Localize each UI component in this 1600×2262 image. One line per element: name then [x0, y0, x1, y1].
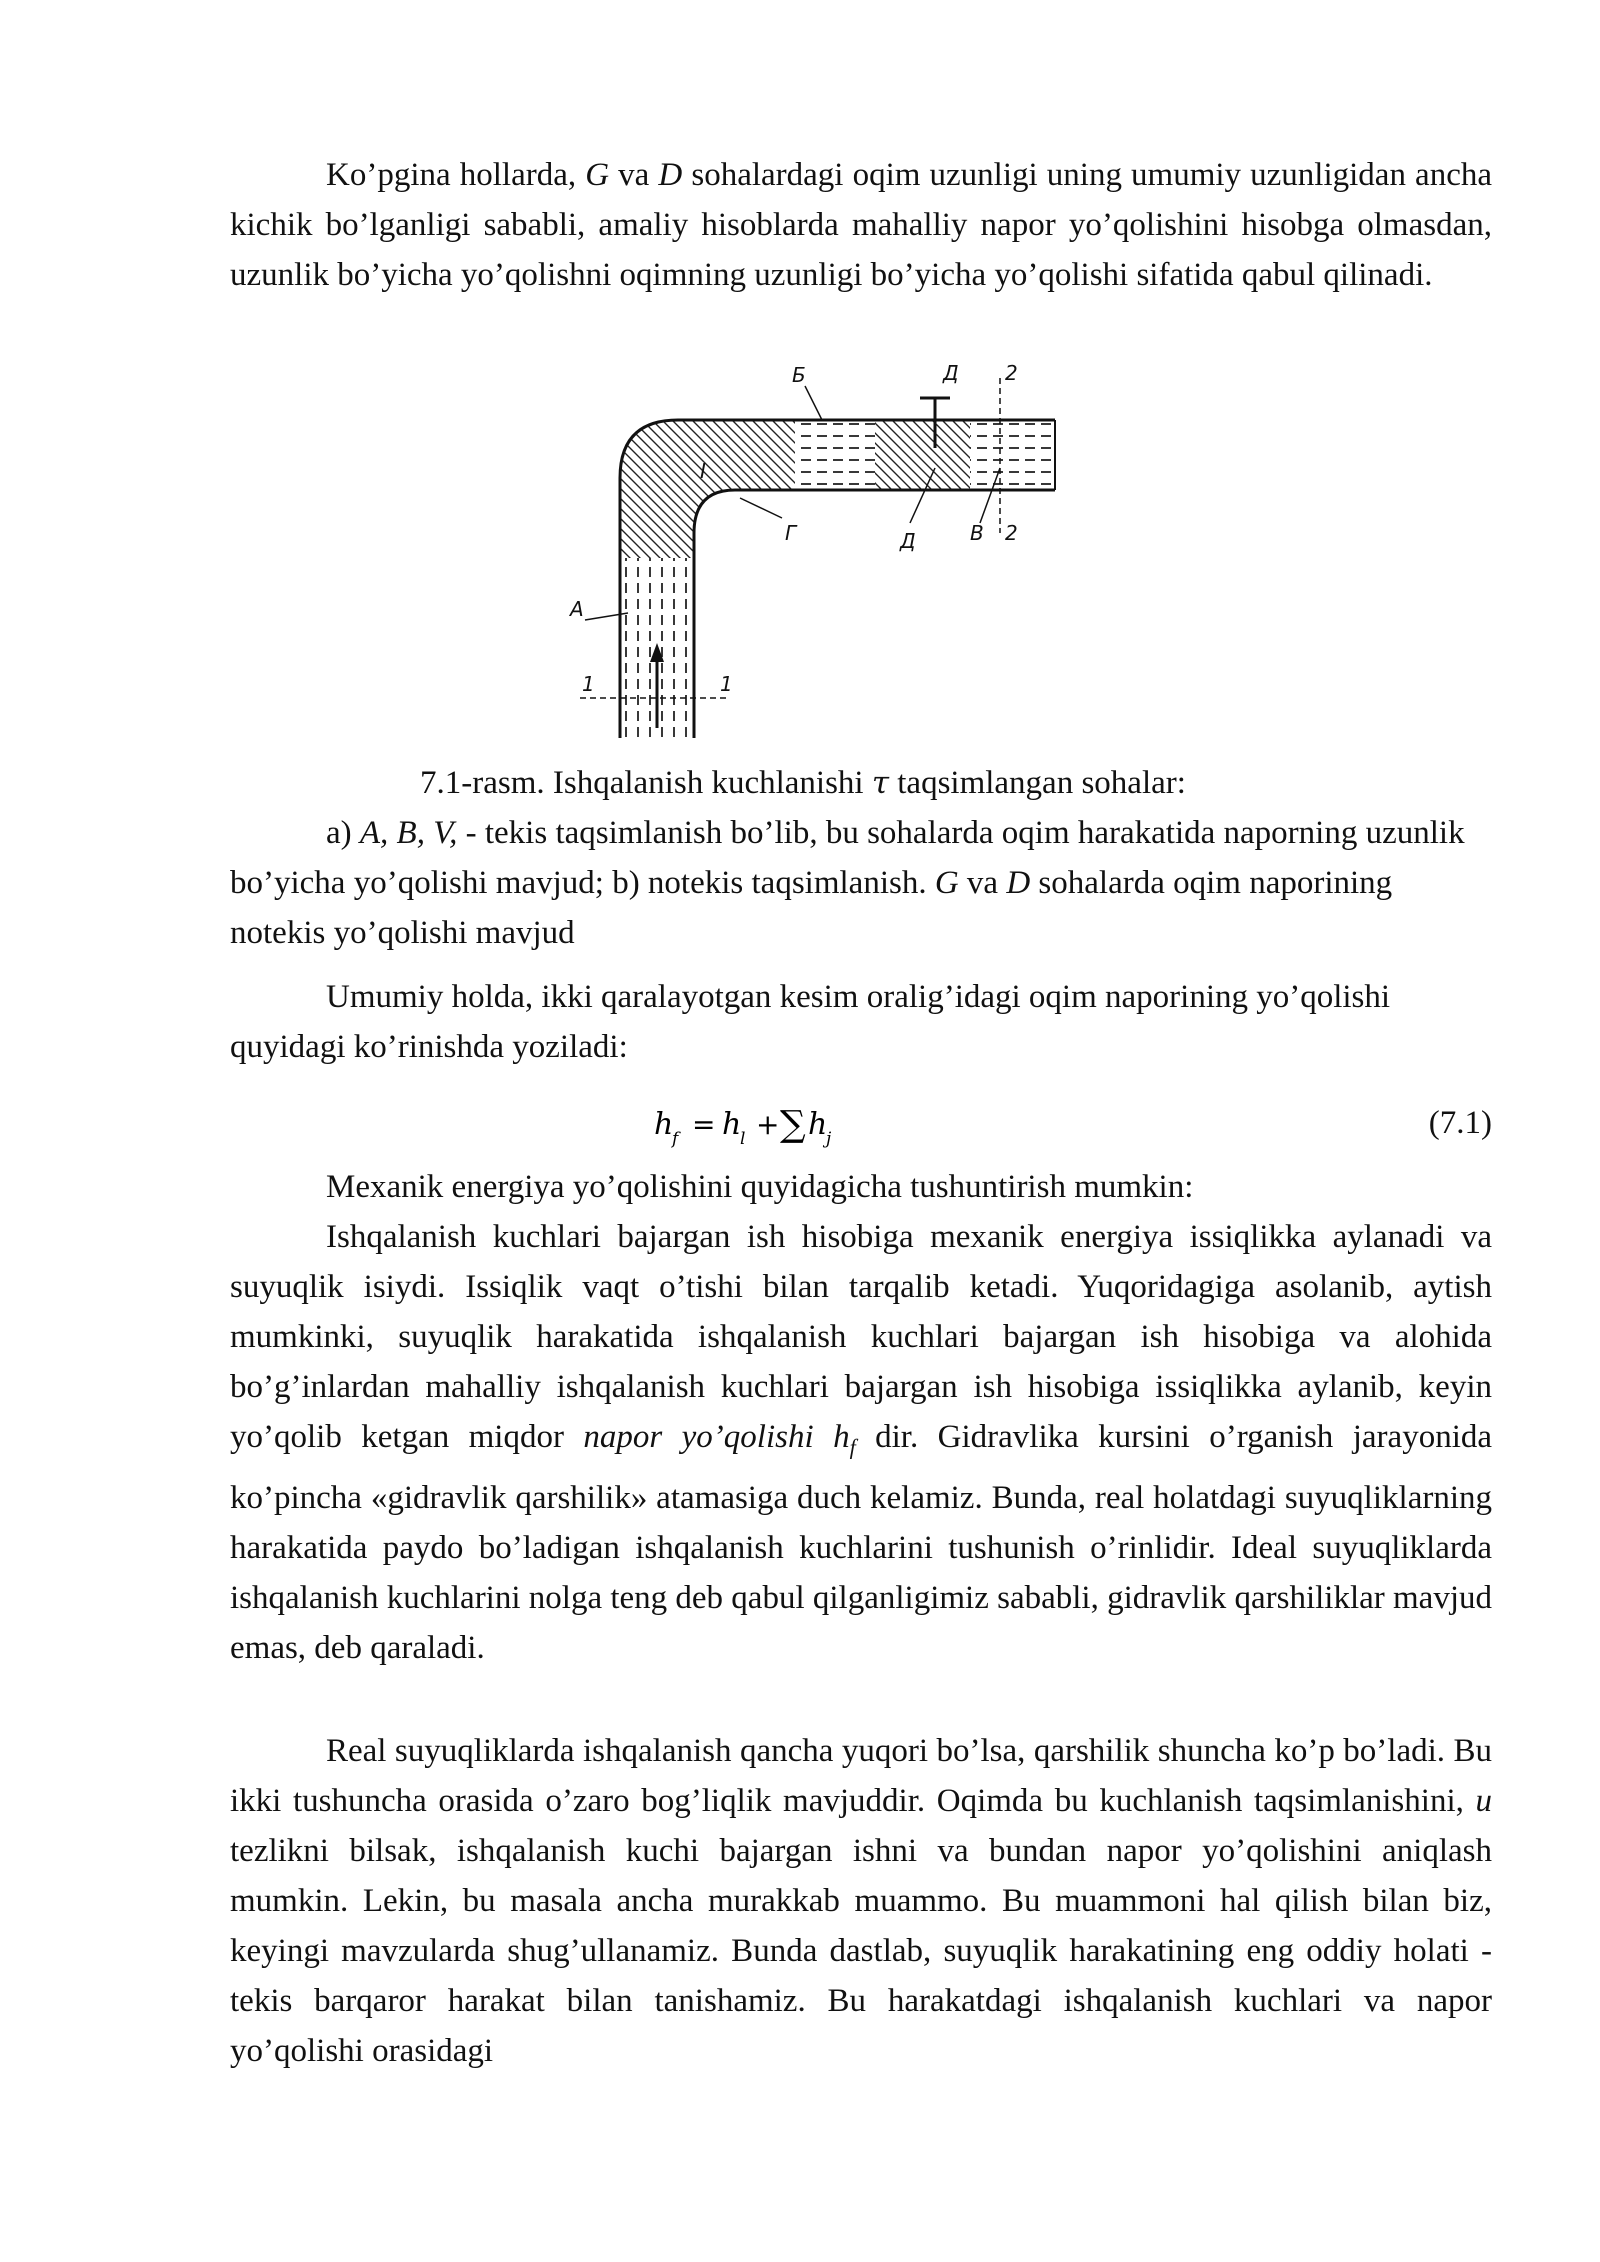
label-d: Д: [900, 529, 916, 553]
formula-sub-l: l: [740, 1129, 746, 1148]
formula-equals: =: [692, 1108, 716, 1141]
pipe-bend-figure: [560, 358, 1120, 748]
region-b: [795, 420, 875, 490]
paragraph-2-text: Umumiy holda, ikki qaralayotgan kesim oralig’idagi oqim naporining yo’qolishi quyidagi ko’rinishda yoziladi:: [230, 979, 1391, 1065]
region-v: [970, 420, 1055, 490]
caption-va: va: [958, 865, 1007, 901]
formula-h-j: h: [808, 1107, 828, 1142]
caption-title-rest: taqsimlangan sohalar:: [889, 765, 1186, 801]
para1-text-b: va: [609, 157, 659, 193]
region-d: [875, 420, 970, 490]
label-2-bottom: 2: [1005, 521, 1018, 545]
symbol-d: D: [658, 157, 683, 193]
formula-sub-j: j: [826, 1129, 832, 1148]
formula-h-l: h: [722, 1107, 742, 1142]
paragraph-1-text: [230, 150, 1492, 300]
paragraph-3: [230, 1162, 1492, 1212]
label-b: Б: [792, 363, 806, 387]
caption-regions: A, B, V,: [359, 815, 458, 851]
formula-sigma: ∑: [780, 1104, 806, 1145]
paragraph-5: [230, 1726, 1492, 2076]
label-roman-1: I: [700, 459, 706, 483]
caption-prefix: a): [326, 815, 360, 851]
label-g: Г: [785, 521, 797, 545]
caption-symbol-g: G: [934, 865, 959, 901]
caption-title-text: 7.1-rasm. Ishqalanish kuchlanishi: [420, 765, 872, 801]
caption-body-text: [230, 808, 1492, 958]
formula-expression: [650, 1098, 950, 1148]
equation-number: (7.1): [1428, 1105, 1492, 1141]
figure-caption-title: [420, 758, 1186, 808]
paragraph-5-text: [230, 1726, 1492, 2076]
para1-text-c: sohalardagi oqim uzunligi uning umumiy uzunligidan ancha kichik bo’lganligi sababli, amaliy hisoblarda mahalliy napor yo’qolishini hisobga olmasdan, uzunlik bo’yicha yo’qolishni oqimning uzunligi bo’yicha yo’qolishi sifatida qabul qilinadi.: [230, 157, 1492, 293]
formula-plus: +: [756, 1108, 780, 1141]
caption-end: sohalarda oqim naporining notekis yo’qolishi mavjud: [230, 865, 1393, 951]
label-a: А: [570, 597, 584, 621]
label-2-top: 2: [1005, 361, 1018, 385]
paragraph-2: [230, 972, 1492, 1072]
para4-subscript: f: [849, 1434, 856, 1460]
para1-text-a: Ko’pgina hollarda,: [326, 157, 586, 193]
formula-h-f: h: [654, 1107, 674, 1142]
symbol-g: G: [585, 157, 610, 193]
paragraph-1: [230, 150, 1492, 300]
symbol-u: u: [1475, 1783, 1492, 1819]
para5-text-a: Real suyuqliklarda ishqalanish qancha yuqori bo’lsa, qarshilik shuncha ko’p bo’ladi. Bu ikki tushuncha orasida o’zaro bog’liqlik mavjuddir. Oqimda bu kuchlanish taqsimlanishini,: [230, 1733, 1492, 1819]
label-v: В: [970, 521, 984, 545]
para4-text-a: Ishqalanish kuchlari bajargan ish hisobiga mexanik energiya issiqlikka aylanadi va suyuqlik isiydi. Issiqlik vaqt o’tishi bilan tarqalib ketadi. Yuqoridagiga asolanib, aytish mumkinki, suyuqlik harakatida ishqalanish kuchlari bajargan ish hisobiga va alohida bo’g’inlardan mahalliy ishqalanish kuchlari bajargan ish hisobiga issiqlikka aylanib, keyin yo’qolib ketgan miqdor: [230, 1219, 1492, 1455]
paragraph-4: [230, 1212, 1492, 1673]
paragraph-3-text: Mexanik energiya yo’qolishini quyidagicha tushuntirish mumkin:: [326, 1169, 1194, 1205]
label-1-left: 1: [582, 672, 595, 696]
formula-sub-f: f: [672, 1129, 679, 1148]
tau-symbol: τ: [871, 765, 889, 801]
formula-7-1: [230, 1098, 1492, 1148]
figure-caption-body: [230, 808, 1492, 958]
paragraph-4-text: [230, 1212, 1492, 1673]
caption-symbol-d: D: [1006, 865, 1031, 901]
para4-text-b: dir. Gidravlika kursini o’rganish jarayonida ko’pincha «gidravlik qarshilik» atamasiga duch kelamiz. Bunda, real holatdagi suyuqliklarning harakatida paydo bo’ladigan ishqalanish kuchlarini tushunish o’rinlidir. Ideal suyuqliklarda ishqalanish kuchlarini nolga teng deb qabul qilganligimiz sababli, gidravlik qarshiliklar mavjud emas, deb qaraladi.: [230, 1419, 1493, 1666]
para4-term: napor yo’qolishi h: [583, 1419, 850, 1455]
caption-text: - tekis taqsimlanish bo’lib, bu sohalarda oqim harakatida naporning uzunlik bo’yicha yo’qolishi mavjud; b) notekis taqsimlanish.: [230, 815, 1465, 901]
para5-text-b: tezlikni bilsak, ishqalanish kuchi bajargan ishni va bundan napor yo’qolishini aniqlash mumkin. Lekin, bu masala ancha murakkab muammo. Bu muammoni hal qilish bilan biz, keyingi mavzularda shug’ullanamiz. Bunda dastlab, suyuqlik harakatining eng oddiy holati - tekis barqaror harakat bilan tanishamiz. Bu harakatdagi ishqalanish kuchlari va napor yo’qolishi orasidagi: [230, 1833, 1492, 2069]
label-d-top: Д: [943, 361, 959, 385]
label-1-right: 1: [720, 672, 733, 696]
